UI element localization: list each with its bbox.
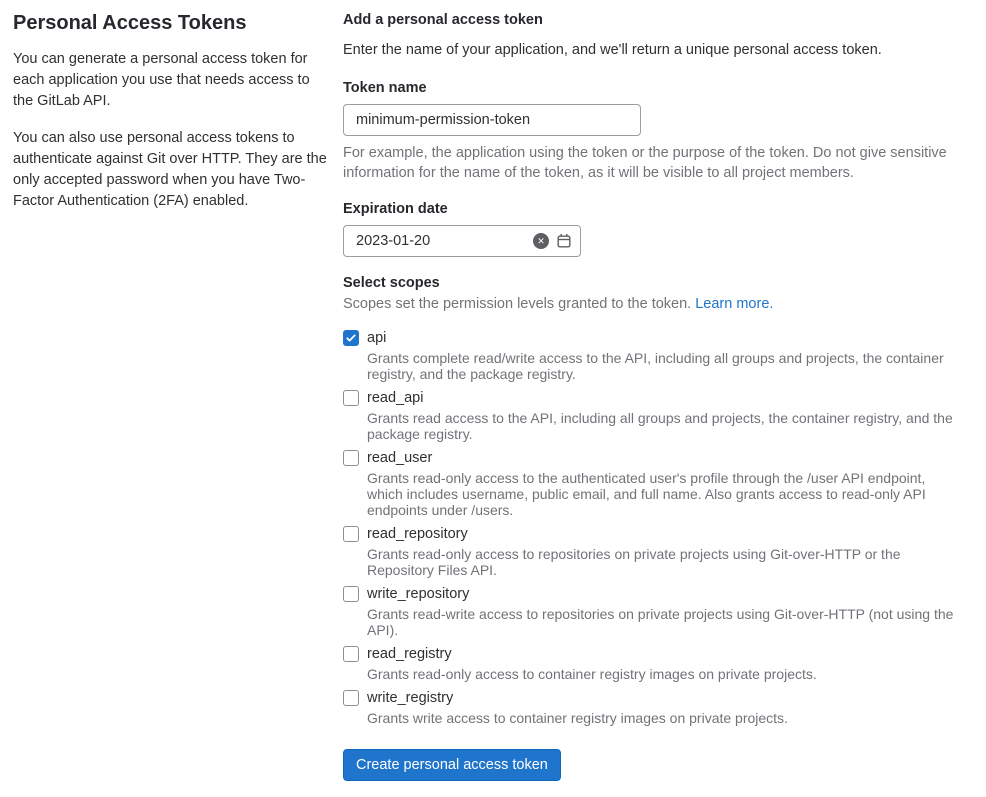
scope-description-read-user: Grants read-only access to the authenticated user's profile through the /user API endpoint, which includes username, public email, and full name. Also grants access to read-only API endpoints under /users.: [367, 470, 926, 518]
token-name-input[interactable]: [343, 104, 641, 136]
scope-row-write-registry: [343, 688, 962, 726]
scopes-help-text: Scopes set the permission levels granted to the token.: [343, 296, 692, 312]
scopes-help: [343, 294, 962, 314]
page-description-paragraph-1: You can generate a personal access token for each application you use that needs access to the GitLab API.: [13, 51, 310, 109]
scope-label-api[interactable]: api: [367, 330, 387, 346]
scope-row-read-repository: [343, 524, 962, 578]
scope-label-read-api[interactable]: read_api: [367, 390, 424, 406]
select-scopes-label: Select scopes: [343, 275, 440, 291]
checkmark-icon: [344, 331, 358, 345]
scope-description-read-registry: Grants read-only access to container registry images on private projects.: [367, 666, 817, 682]
scope-row-read-api: [343, 388, 962, 442]
expiration-date-label: Expiration date: [343, 201, 448, 217]
scope-checkbox-read-api[interactable]: [343, 390, 359, 406]
scope-description-read-repository: Grants read-only access to repositories on private projects using Git-over-HTTP or the Repository Files API.: [367, 546, 901, 578]
clear-date-icon[interactable]: ✕: [533, 233, 549, 249]
scope-label-read-user[interactable]: read_user: [367, 450, 433, 466]
calendar-icon[interactable]: [556, 233, 572, 249]
expiration-date-group: [343, 199, 962, 257]
scope-row-write-repository: [343, 584, 962, 638]
token-name-help: For example, the application using the token or the purpose of the token. Do not give sensitive information for the name of the token, as it will be visible to all project members.: [343, 145, 947, 181]
create-token-button[interactable]: Create personal access token: [343, 749, 561, 781]
scope-row-read-user: [343, 448, 962, 518]
scope-checkbox-api[interactable]: [343, 330, 359, 346]
form-intro: Enter the name of your application, and we'll return a unique personal access token.: [343, 42, 882, 58]
page-title: Personal Access Tokens: [13, 12, 247, 34]
scope-description-api: Grants complete read/write access to the API, including all groups and projects, the container registry, and the package registry.: [367, 350, 944, 382]
scopes-list: [343, 328, 962, 726]
scope-label-write-registry[interactable]: write_registry: [367, 690, 454, 706]
scope-row-api: [343, 328, 962, 382]
scope-checkbox-read-registry[interactable]: [343, 646, 359, 662]
scope-checkbox-write-repository[interactable]: [343, 586, 359, 602]
learn-more-link[interactable]: Learn more.: [695, 296, 774, 312]
scope-description-write-repository: Grants read-write access to repositories on private projects using Git-over-HTTP (not using the API).: [367, 606, 954, 638]
scope-row-read-registry: [343, 644, 962, 682]
scope-label-write-repository[interactable]: write_repository: [367, 586, 470, 602]
page-description-paragraph-2: You can also use personal access tokens to authenticate against Git over HTTP. They are the only accepted password when you have Two-Factor Authentication (2FA) enabled.: [13, 130, 327, 209]
scope-description-write-registry: Grants write access to container registry images on private projects.: [367, 710, 788, 726]
scope-checkbox-write-registry[interactable]: [343, 690, 359, 706]
scope-label-read-registry[interactable]: read_registry: [367, 646, 452, 662]
scope-label-read-repository[interactable]: read_repository: [367, 526, 468, 542]
scope-checkbox-read-repository[interactable]: [343, 526, 359, 542]
form-heading: Add a personal access token: [343, 12, 543, 28]
scope-checkbox-read-user[interactable]: [343, 450, 359, 466]
add-token-form: [343, 0, 986, 781]
token-name-label: Token name: [343, 80, 427, 96]
token-name-group: [343, 78, 962, 183]
scope-description-read-api: Grants read access to the API, including all groups and projects, the container registry, and the package registry.: [367, 410, 953, 442]
section-description-column: [0, 0, 343, 781]
